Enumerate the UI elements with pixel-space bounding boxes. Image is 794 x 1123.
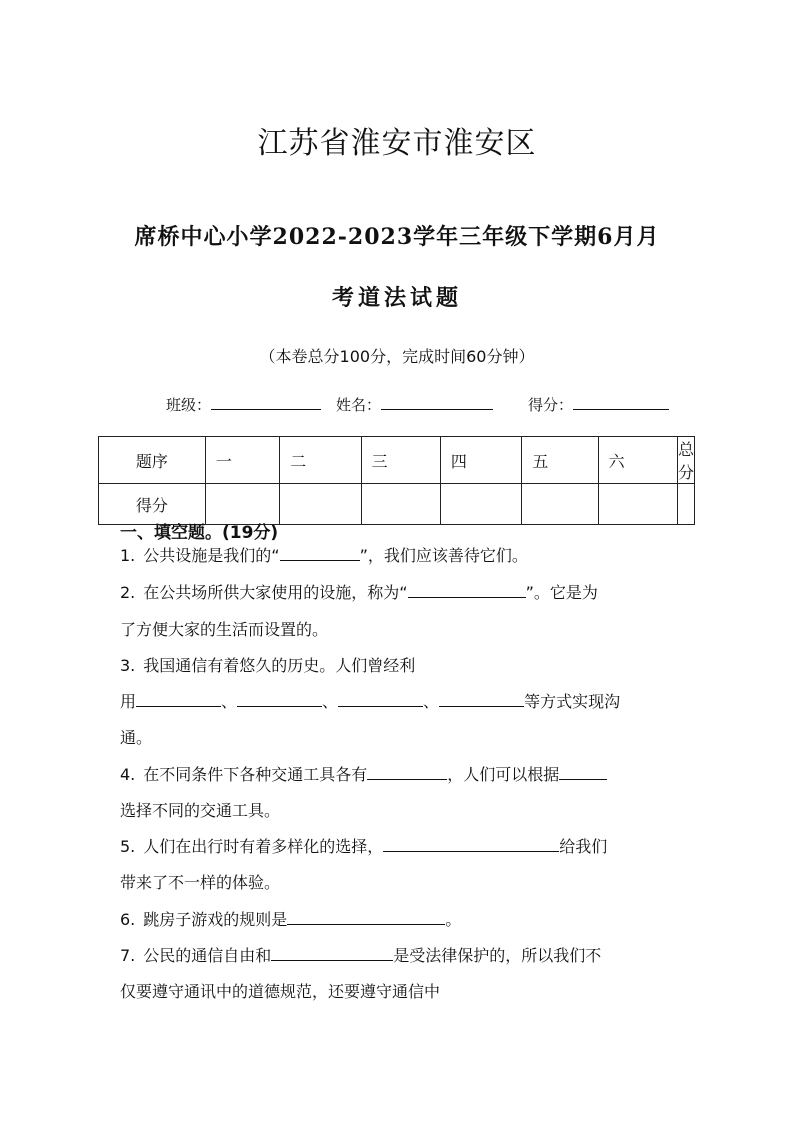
section-heading: 一、填空题。(19分) [120, 523, 279, 543]
question-number: 4. [120, 765, 136, 784]
question-text: ，人们可以根据 [447, 765, 560, 784]
question-text: ”，我们应该善待它们。 [359, 546, 528, 565]
name-blank [381, 394, 493, 410]
question-text: 公民的通信自由和 [143, 946, 272, 965]
exam-subtitle-line1: 席桥中心小学2022-2023学年三年级下学期6月月 [134, 224, 660, 250]
separator: 、 [322, 692, 339, 711]
question-text: 。 [445, 910, 462, 929]
question-number: 5. [120, 837, 136, 856]
question-number: 6. [120, 910, 136, 929]
question-5 [120, 837, 607, 857]
question-text: 人们在出行时有着多样化的选择， [143, 837, 384, 856]
score-input-cell[interactable] [440, 484, 521, 525]
score-table-header-row [99, 437, 695, 484]
header-cell-1: 一 [205, 437, 279, 484]
question-2-cont: 了方便大家的生活而设置的。 [120, 620, 329, 639]
question-7-cont: 仅要遵守通讯中的道德规范，还要遵守通信中 [120, 982, 441, 1001]
score-input-cell[interactable] [522, 484, 598, 525]
question-4-cont: 选择不同的交通工具。 [120, 801, 281, 820]
question-2 [120, 583, 598, 603]
answer-blank[interactable] [237, 692, 322, 707]
question-3-end: 通。 [120, 728, 153, 747]
question-7 [120, 946, 601, 966]
header-cell-3: 三 [361, 437, 440, 484]
answer-blank[interactable] [338, 692, 423, 707]
answer-blank[interactable] [271, 946, 393, 961]
class-field [166, 394, 321, 415]
question-3-cont [120, 692, 620, 712]
header-cell-4: 四 [440, 437, 521, 484]
class-label: 班级： [166, 396, 212, 414]
score-label: 得分： [528, 396, 574, 414]
question-text: ”。它是为 [525, 583, 598, 602]
question-number: 3. [120, 656, 136, 675]
question-number: 1. [120, 546, 136, 565]
question-number: 7. [120, 946, 136, 965]
separator: 、 [423, 692, 440, 711]
question-6 [120, 910, 461, 930]
answer-blank[interactable] [367, 765, 447, 780]
question-text: 我国通信有着悠久的历史。人们曾经利 [143, 656, 416, 675]
question-1 [120, 546, 528, 566]
header-cell-2: 二 [280, 437, 361, 484]
score-blank [573, 394, 669, 410]
score-table [98, 436, 695, 525]
answer-blank[interactable] [136, 692, 221, 707]
document-title: 江苏省淮安市淮安区 [257, 126, 537, 161]
header-cell-order: 题序 [99, 437, 206, 484]
question-5-cont: 带来了不一样的体验。 [120, 873, 281, 892]
question-text: 给我们 [559, 837, 608, 856]
question-text: 跳房子游戏的规则是 [143, 910, 288, 929]
question-text: 等方式实现沟 [524, 692, 621, 711]
answer-blank[interactable] [408, 583, 526, 598]
name-label: 姓名： [336, 396, 382, 414]
answer-blank[interactable] [280, 546, 360, 561]
score-input-cell[interactable] [677, 484, 694, 525]
question-text: 是受法律保护的，所以我们不 [393, 946, 602, 965]
answer-blank[interactable] [439, 692, 524, 707]
answer-blank[interactable] [287, 910, 445, 925]
score-field [528, 394, 669, 415]
header-cell-6: 六 [598, 437, 677, 484]
name-field [336, 394, 493, 415]
question-4 [120, 765, 607, 785]
question-number: 2. [120, 583, 136, 602]
question-text: 用 [120, 692, 137, 711]
score-input-cell[interactable] [361, 484, 440, 525]
score-input-cell[interactable] [280, 484, 361, 525]
separator: 、 [221, 692, 238, 711]
question-3 [120, 656, 415, 676]
question-text: 在公共场所供大家使用的设施，称为“ [143, 583, 408, 602]
exam-note: （本卷总分100分，完成时间60分钟） [259, 347, 535, 366]
score-row-label: 得分 [99, 484, 206, 525]
question-text: 公共设施是我们的“ [143, 546, 280, 565]
score-input-cell[interactable] [598, 484, 677, 525]
header-cell-total: 总分 [677, 437, 694, 484]
header-cell-5: 五 [522, 437, 598, 484]
question-text: 在不同条件下各种交通工具各有 [143, 765, 368, 784]
answer-blank[interactable] [383, 837, 559, 852]
answer-blank[interactable] [559, 765, 607, 780]
exam-subtitle-line2: 考道法试题 [331, 285, 462, 311]
class-blank [211, 394, 321, 410]
